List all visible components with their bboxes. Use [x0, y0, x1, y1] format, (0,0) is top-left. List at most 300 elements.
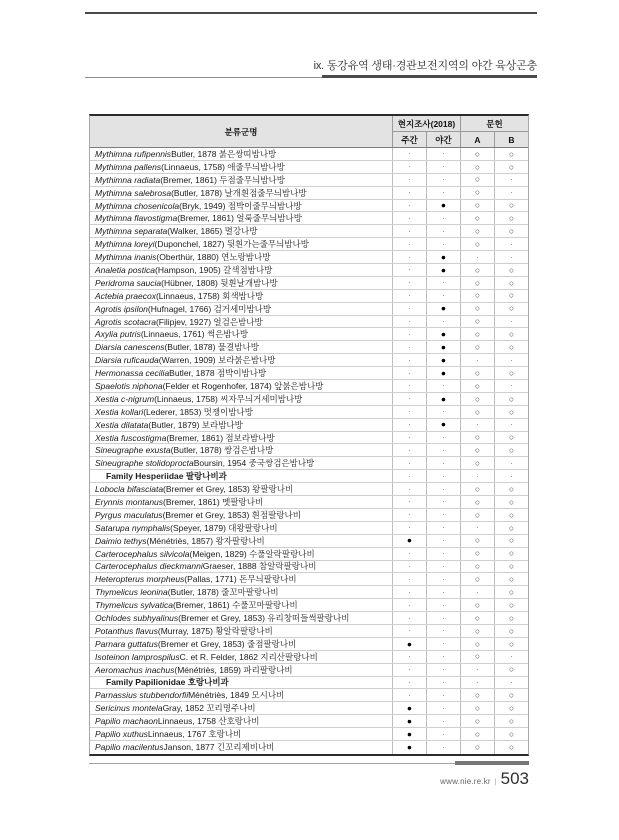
- literature-a-mark-cell: ○: [461, 625, 495, 637]
- literature-a-mark-cell: ·: [461, 664, 495, 676]
- literature-a-mark-cell: ○: [461, 290, 495, 302]
- scientific-name: Parnara guttatus: [95, 638, 158, 649]
- day-mark-cell: ·: [393, 522, 427, 534]
- day-mark-cell: ·: [393, 290, 427, 302]
- night-mark-cell: ·: [427, 483, 461, 495]
- scientific-name: Lobocla bifasciata: [95, 484, 164, 495]
- literature-a-mark-cell: ○: [461, 316, 495, 328]
- table-row: [90, 251, 528, 264]
- literature-a-mark-cell: ○: [461, 341, 495, 353]
- author-and-korean-name: (Linnaeus, 1758) 씨자무늬거세미밤나방: [154, 393, 303, 404]
- literature-a-mark-cell: ○: [461, 548, 495, 560]
- table-row: [90, 367, 528, 380]
- literature-a-mark-cell: ○: [461, 689, 495, 701]
- literature-b-mark-cell: ○: [508, 148, 515, 159]
- table-row: [90, 316, 528, 329]
- author-and-korean-name: (Linnaeus, 1758) 애줄무늬밤나방: [161, 161, 285, 172]
- family-name-cell: [90, 470, 393, 482]
- scientific-name: Mythimna loreyi: [95, 239, 155, 250]
- literature-a-mark-cell: ○: [461, 651, 495, 663]
- literature-a-mark-cell: ○: [461, 702, 495, 714]
- night-mark-cell: ●: [427, 393, 461, 405]
- author-and-korean-name: (Filipjev, 1927) 얼검은밤나방: [155, 316, 263, 327]
- literature-a-mark-cell: ○: [461, 148, 495, 160]
- literature-b-mark-cell: ○: [508, 445, 515, 456]
- literature-b-mark-cell: ○: [508, 406, 515, 417]
- day-mark-cell: ·: [393, 470, 427, 482]
- author-and-korean-name: Linnaeus, 1767 호랑나비: [147, 729, 242, 740]
- author-and-korean-name: (Butler, 1878) 줄꼬마팔랑나비: [167, 587, 279, 598]
- night-mark-cell: ·: [427, 702, 461, 714]
- day-mark-cell: ·: [393, 561, 427, 573]
- night-mark-cell: ●: [427, 419, 461, 431]
- taxon-name-cell: [90, 612, 393, 624]
- author-and-korean-name: (Bryk, 1949) 점박이줄무늬밤나방: [179, 200, 302, 211]
- day-mark-cell: ·: [393, 483, 427, 495]
- literature-b-mark-cell: ○: [508, 715, 515, 726]
- night-mark-cell: ●: [427, 341, 461, 353]
- day-mark-cell: ·: [393, 238, 427, 250]
- literature-a-mark-cell: ○: [461, 238, 495, 250]
- scientific-name: Mythimna inanis: [95, 252, 157, 263]
- literature-b-mark-cell: ○: [508, 702, 515, 713]
- scientific-name: Peridroma saucia: [95, 277, 162, 288]
- scientific-name: Mythimna pallens: [95, 161, 162, 172]
- day-mark-cell: ·: [393, 316, 427, 328]
- scientific-name: Carterocephalus silvicola: [95, 548, 190, 559]
- table-row: [90, 354, 528, 367]
- literature-a-mark-cell: ○: [461, 599, 495, 611]
- taxon-name-cell: [90, 187, 393, 199]
- family-header-row: [90, 470, 528, 483]
- night-mark-cell: ·: [427, 238, 461, 250]
- night-mark-cell: ·: [427, 212, 461, 224]
- literature-a-mark-cell: ○: [461, 638, 495, 650]
- author-and-korean-name: (Butler, 1878) 물결밤나방: [164, 342, 259, 353]
- taxon-name-cell: [90, 277, 393, 289]
- day-mark-cell: ·: [393, 689, 427, 701]
- author-and-korean-name: (Lederer, 1853) 멋쟁이밤나방: [143, 406, 253, 417]
- top-rule: [85, 12, 537, 14]
- literature-a-mark-cell: ○: [461, 483, 495, 495]
- taxon-name-cell: [90, 651, 393, 663]
- table-row: [90, 496, 528, 509]
- literature-b-mark-cell: ○: [508, 586, 515, 597]
- author-and-korean-name: (Butler, 1879) 보라밤나방: [148, 419, 243, 430]
- author-and-korean-name: (Pallas, 1771) 돈무늬팔랑나비: [184, 574, 297, 585]
- day-mark-cell: ●: [393, 715, 427, 727]
- family-label: Family Papilionidae 호랑나비과: [106, 677, 229, 688]
- day-mark-cell: ·: [393, 303, 427, 315]
- day-mark-cell: ●: [393, 741, 427, 754]
- literature-a-mark-cell: ○: [461, 406, 495, 418]
- scientific-name: Agrotis scotacra: [95, 316, 156, 327]
- author-and-korean-name: (Bremer et Grey, 1853) 흰점팔랑나비: [162, 509, 301, 520]
- table-row: [90, 148, 528, 161]
- day-mark-cell: ·: [393, 367, 427, 379]
- taxon-name-cell: [90, 715, 393, 727]
- footer-rule-strong: [455, 761, 529, 765]
- table-row: [90, 264, 528, 277]
- night-mark-cell: ·: [427, 174, 461, 186]
- literature-b-mark-cell: ○: [508, 728, 515, 739]
- table-header: [90, 116, 528, 148]
- literature-b-mark-cell: ○: [508, 535, 515, 546]
- night-mark-cell: ·: [427, 664, 461, 676]
- night-mark-cell: ·: [427, 522, 461, 534]
- literature-b-mark-cell: ·: [510, 380, 513, 391]
- literature-b-mark-cell: ·: [510, 676, 513, 687]
- literature-b-mark-cell: ○: [508, 742, 515, 753]
- table-row: [90, 509, 528, 522]
- taxon-name-cell: [90, 316, 393, 328]
- night-mark-cell: ·: [427, 728, 461, 740]
- author-and-korean-name: (Bremer, 1861) 수풀꼬마팔랑나비: [172, 600, 298, 611]
- author-and-korean-name: (Walker, 1865) 멸강나방: [167, 226, 258, 237]
- literature-b-mark-cell: ○: [508, 574, 515, 585]
- literature-b-mark-cell: ○: [508, 561, 515, 572]
- family-name-cell: [90, 677, 393, 689]
- day-mark-cell: ·: [393, 432, 427, 444]
- literature-b-mark-cell: ·: [510, 316, 513, 327]
- scientific-name: Mythimna flavostigma: [95, 213, 178, 224]
- author-and-korean-name: (Oberthür, 1880) 연노랑밤나방: [156, 252, 271, 263]
- literature-b-mark-cell: ○: [508, 329, 515, 340]
- table-row: [90, 406, 528, 419]
- species-table: [89, 114, 529, 756]
- taxon-name-cell: [90, 573, 393, 585]
- day-mark-cell: ·: [393, 625, 427, 637]
- literature-a-mark-cell: ○: [461, 277, 495, 289]
- taxon-name-cell: [90, 238, 393, 250]
- literature-a-mark-cell: ○: [461, 444, 495, 456]
- night-mark-cell: ·: [427, 406, 461, 418]
- day-mark-cell: ·: [393, 664, 427, 676]
- table-row: [90, 328, 528, 341]
- day-mark-cell: ·: [393, 174, 427, 186]
- author-and-korean-name: Butler, 1878 점박이밤나방: [169, 368, 267, 379]
- literature-b-mark-cell: ○: [508, 213, 515, 224]
- taxon-name-cell: [90, 496, 393, 508]
- night-mark-cell: ·: [427, 161, 461, 173]
- table-body: [90, 148, 528, 754]
- table-row: [90, 573, 528, 586]
- table-row: [90, 651, 528, 664]
- night-mark-cell: ·: [427, 651, 461, 663]
- scientific-name: Actebia praecox: [95, 290, 156, 301]
- day-mark-cell: ·: [393, 586, 427, 598]
- night-mark-cell: ·: [427, 380, 461, 392]
- author-and-korean-name: (Warren, 1909) 보라붉은밤나방: [158, 355, 276, 366]
- scientific-name: Sineugraphe stolidoprocta: [95, 458, 194, 469]
- night-mark-cell: ·: [427, 677, 461, 689]
- taxon-name-cell: [90, 664, 393, 676]
- literature-a-mark-cell: ○: [461, 393, 495, 405]
- day-mark-cell: ·: [393, 380, 427, 392]
- section-header-title: ix. 동강유역 생태·경관보전지역의 야간 육상곤충: [313, 60, 537, 72]
- author-and-korean-name: Ménétriès, 1849 모시나비: [188, 690, 285, 701]
- day-mark-cell: ·: [393, 264, 427, 276]
- scientific-name: Erynnis montanus: [95, 496, 164, 507]
- taxon-name-cell: [90, 419, 393, 431]
- literature-b-mark-cell: ○: [508, 367, 515, 378]
- literature-a-mark-cell: ○: [461, 328, 495, 340]
- taxon-name-cell: [90, 535, 393, 547]
- literature-a-mark-cell: ○: [461, 367, 495, 379]
- author-and-korean-name: (Bremer et Grey, 1853) 왕팔랑나비: [163, 484, 294, 495]
- scientific-name: Papilio machaon: [95, 716, 158, 727]
- taxon-name-cell: [90, 548, 393, 560]
- taxon-name-cell: [90, 161, 393, 173]
- literature-a-mark-cell: ·: [461, 354, 495, 366]
- taxon-name-cell: [90, 341, 393, 353]
- scientific-name: Mythimna salebrosa: [95, 187, 172, 198]
- table-row: [90, 625, 528, 638]
- table-row: [90, 689, 528, 702]
- family-label: Family Hesperiidae 팔랑나비과: [106, 471, 227, 482]
- literature-b-mark-cell: ○: [508, 432, 515, 443]
- taxon-name-cell: [90, 251, 393, 263]
- literature-a-mark-cell: ○: [461, 457, 495, 469]
- day-mark-cell: ·: [393, 548, 427, 560]
- scientific-name: Xestia dilatata: [95, 419, 149, 430]
- author-and-korean-name: (Bremer et Grey, 1853) 유리창떠들썩팔랑나비: [178, 613, 350, 624]
- literature-b-mark-cell: ·: [510, 457, 513, 468]
- literature-b-mark-cell: ○: [508, 483, 515, 494]
- night-mark-cell: ·: [427, 290, 461, 302]
- column-header-literature-b: B: [508, 134, 515, 145]
- night-mark-cell: ·: [427, 470, 461, 482]
- night-mark-cell: ●: [427, 264, 461, 276]
- literature-b-mark-cell: ○: [508, 264, 515, 275]
- taxon-name-cell: [90, 599, 393, 611]
- table-row: [90, 535, 528, 548]
- day-mark-cell: ·: [393, 212, 427, 224]
- night-mark-cell: ·: [427, 535, 461, 547]
- day-mark-cell: ·: [393, 277, 427, 289]
- taxon-name-cell: [90, 303, 393, 315]
- night-mark-cell: ·: [427, 625, 461, 637]
- day-mark-cell: ·: [393, 393, 427, 405]
- scientific-name: Axylia putris: [95, 329, 141, 340]
- day-mark-cell: ●: [393, 535, 427, 547]
- author-and-korean-name: (Butler, 1878) 날개흰점줄무늬밤나방: [171, 187, 307, 198]
- night-mark-cell: ●: [427, 251, 461, 263]
- table-row: [90, 212, 528, 225]
- day-mark-cell: ●: [393, 728, 427, 740]
- scientific-name: Ochlodes subhyalinus: [95, 613, 179, 623]
- literature-a-mark-cell: ○: [461, 187, 495, 199]
- author-and-korean-name: (Bremer, 1861) 두점줄무늬밤나방: [160, 174, 285, 185]
- author-and-korean-name: (Hübner, 1808) 뒷흰날개밤나방: [161, 277, 278, 288]
- author-and-korean-name: (Hampson, 1905) 갈색점밤나방: [155, 264, 273, 275]
- author-and-korean-name: Gray, 1852 꼬리명주나비: [162, 703, 256, 714]
- literature-b-mark-cell: ·: [510, 419, 513, 430]
- night-mark-cell: ·: [427, 599, 461, 611]
- table-row: [90, 290, 528, 303]
- scientific-name: Sericinus montela: [95, 703, 163, 714]
- literature-a-mark-cell: ○: [461, 161, 495, 173]
- literature-b-mark-cell: ·: [510, 251, 513, 262]
- literature-a-mark-cell: ○: [461, 200, 495, 212]
- literature-b-mark-cell: ·: [510, 187, 513, 198]
- taxon-name-cell: [90, 174, 393, 186]
- taxon-name-cell: [90, 444, 393, 456]
- author-and-korean-name: (Bremer, 1861) 얼룩줄무늬밤나방: [177, 213, 302, 224]
- day-mark-cell: ·: [393, 509, 427, 521]
- scientific-name: Aeromachus inachus: [95, 664, 175, 675]
- header-rule-strong: [322, 75, 537, 78]
- table-row: [90, 200, 528, 213]
- day-mark-cell: ●: [393, 638, 427, 650]
- scientific-name: Mythimna rufipennis: [95, 148, 172, 159]
- table-row: [90, 444, 528, 457]
- literature-a-mark-cell: ·: [461, 419, 495, 431]
- day-mark-cell: ·: [393, 612, 427, 624]
- night-mark-cell: ●: [427, 367, 461, 379]
- footer-site-url: www.nie.re.kr: [440, 777, 491, 786]
- table-row: [90, 612, 528, 625]
- scientific-name: Xestia kollari: [95, 406, 144, 417]
- literature-b-mark-cell: ○: [508, 612, 515, 623]
- page-footer: [89, 769, 529, 789]
- column-header-taxon: 분류군명: [90, 116, 393, 147]
- scientific-name: Isoteinon lamprospilus: [95, 651, 180, 662]
- author-and-korean-name: (Duponchel, 1827) 뒷흰가는줄무늬밤나방: [154, 239, 309, 250]
- author-and-korean-name: (Linnaeus, 1761) 썩은밤나방: [140, 329, 249, 340]
- author-and-korean-name: (Meigen, 1829) 수풀알락팔랑나비: [189, 548, 315, 559]
- scientific-name: Daimio tethys: [95, 535, 147, 546]
- taxon-name-cell: [90, 483, 393, 495]
- day-mark-cell: ·: [393, 354, 427, 366]
- column-header-night: 야간: [427, 132, 461, 147]
- night-mark-cell: ·: [427, 496, 461, 508]
- table-row: [90, 728, 528, 741]
- author-and-korean-name: (Ménétriès, 1859) 파리팔랑나비: [174, 664, 293, 675]
- author-and-korean-name: Graeser, 1888 참알락팔랑나비: [202, 561, 317, 572]
- literature-a-mark-cell: ·: [461, 470, 495, 482]
- literature-a-mark-cell: ○: [461, 264, 495, 276]
- scientific-name: Mythimna radiata: [95, 174, 161, 185]
- literature-b-mark-cell: ○: [508, 638, 515, 649]
- author-and-korean-name: (Bremer, 1861) 멧팔랑나비: [163, 497, 264, 507]
- taxon-name-cell: [90, 328, 393, 340]
- day-mark-cell: ·: [393, 496, 427, 508]
- day-mark-cell: ·: [393, 457, 427, 469]
- taxon-name-cell: [90, 354, 393, 366]
- taxon-name-cell: [90, 367, 393, 379]
- literature-b-mark-cell: ○: [508, 496, 515, 507]
- scientific-name: Mythimna chosenicola: [95, 200, 180, 211]
- literature-b-mark-cell: ○: [508, 290, 515, 301]
- table-row: [90, 187, 528, 200]
- taxon-name-cell: [90, 509, 393, 521]
- table-row: [90, 586, 528, 599]
- taxon-name-cell: [90, 728, 393, 740]
- day-mark-cell: ·: [393, 651, 427, 663]
- literature-b-mark-cell: ○: [508, 393, 515, 404]
- night-mark-cell: ·: [427, 715, 461, 727]
- day-mark-cell: ·: [393, 444, 427, 456]
- literature-a-mark-cell: ○: [461, 573, 495, 585]
- literature-a-mark-cell: ○: [461, 741, 495, 754]
- night-mark-cell: ●: [427, 303, 461, 315]
- day-mark-cell: ·: [393, 187, 427, 199]
- literature-b-mark-cell: ○: [508, 690, 515, 701]
- literature-a-mark-cell: ○: [461, 212, 495, 224]
- table-row: [90, 161, 528, 174]
- taxon-name-cell: [90, 406, 393, 418]
- literature-b-mark-cell: ○: [508, 226, 515, 237]
- taxon-name-cell: [90, 625, 393, 637]
- taxon-name-cell: [90, 457, 393, 469]
- literature-b-mark-cell: ○: [508, 599, 515, 610]
- table-row: [90, 638, 528, 651]
- night-mark-cell: ●: [427, 328, 461, 340]
- literature-a-mark-cell: ○: [461, 715, 495, 727]
- day-mark-cell: ●: [393, 702, 427, 714]
- family-header-row: [90, 677, 528, 690]
- scientific-name: Parnassius stubbendorfii: [95, 690, 189, 701]
- author-and-korean-name: (Felder et Rogenhofer, 1874) 앞붉은밤나방: [162, 380, 324, 391]
- day-mark-cell: ·: [393, 328, 427, 340]
- table-row: [90, 419, 528, 432]
- table-row: [90, 561, 528, 574]
- night-mark-cell: ·: [427, 638, 461, 650]
- literature-b-mark-cell: ·: [510, 470, 513, 481]
- scientific-name: Papilio macilentus: [95, 742, 164, 753]
- day-mark-cell: ·: [393, 200, 427, 212]
- day-mark-cell: ·: [393, 419, 427, 431]
- table-row: [90, 303, 528, 316]
- literature-b-mark-cell: ·: [510, 651, 513, 662]
- footer-separator: |: [494, 779, 497, 786]
- column-header-survey-group: 현지조사(2018): [393, 116, 461, 132]
- night-mark-cell: ·: [427, 509, 461, 521]
- taxon-name-cell: [90, 212, 393, 224]
- literature-b-mark-cell: ○: [508, 303, 515, 314]
- scientific-name: Hermonassa cecilia: [95, 368, 170, 379]
- table-row: [90, 548, 528, 561]
- scientific-name: Xestia fuscostigma: [95, 432, 167, 443]
- day-mark-cell: ·: [393, 148, 427, 160]
- literature-b-mark-cell: ○: [508, 625, 515, 636]
- literature-a-mark-cell: ·: [461, 677, 495, 689]
- day-mark-cell: ·: [393, 251, 427, 263]
- night-mark-cell: ·: [427, 741, 461, 754]
- scientific-name: Sineugraphe exusta: [95, 445, 171, 456]
- scientific-name: Analetia postica: [95, 264, 156, 275]
- taxon-name-cell: [90, 393, 393, 405]
- night-mark-cell: ·: [427, 573, 461, 585]
- literature-b-mark-cell: ○: [508, 161, 515, 172]
- table-row: [90, 741, 528, 754]
- night-mark-cell: ·: [427, 225, 461, 237]
- scientific-name: Carterocephalus dieckmanni: [95, 561, 203, 572]
- literature-b-mark-cell: ○: [508, 522, 515, 533]
- literature-a-mark-cell: ○: [461, 509, 495, 521]
- literature-a-mark-cell: ·: [461, 522, 495, 534]
- taxon-name-cell: [90, 200, 393, 212]
- author-and-korean-name: (Linnaeus, 1758) 회색밤나방: [155, 290, 264, 301]
- author-and-korean-name: Butler, 1878 붉은쌍띠밤나방: [171, 148, 277, 159]
- day-mark-cell: ·: [393, 161, 427, 173]
- taxon-name-cell: [90, 264, 393, 276]
- author-and-korean-name: (Bremer, 1861) 점보라밤나방: [166, 432, 275, 443]
- literature-a-mark-cell: ·: [461, 251, 495, 263]
- night-mark-cell: ·: [427, 612, 461, 624]
- table-row: [90, 457, 528, 470]
